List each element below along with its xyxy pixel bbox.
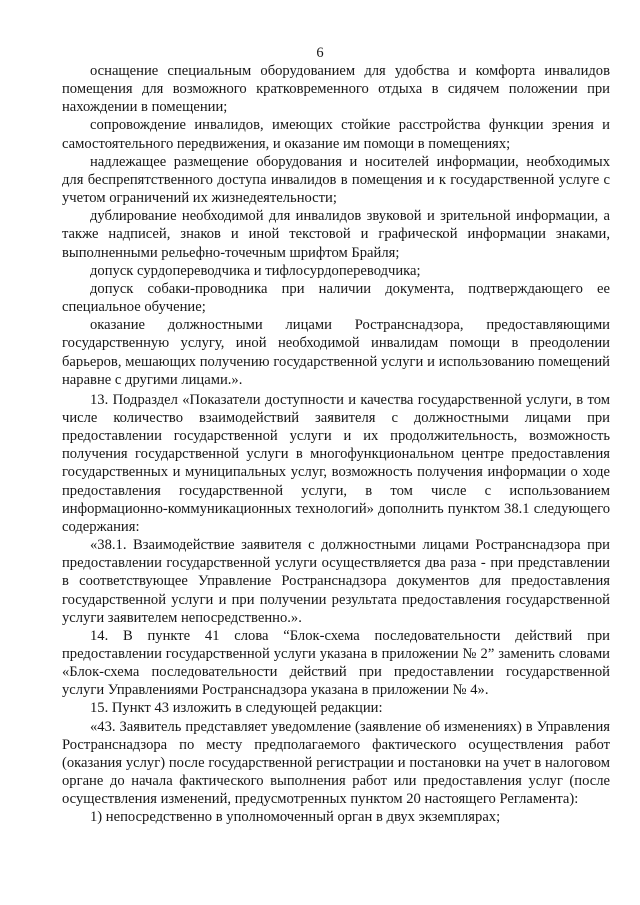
paragraph-guide-dog: допуск собаки-проводника при наличии документа, подтверждающего ее специальное обучение; — [62, 280, 610, 316]
paragraph-assistance: оказание должностными лицами Ространснадзора, предоставляющими государственную услугу, иной необходимой инвалидам помощи в преодолении барьеров, мешающих получению государственной услуги и использованию помещений наравне с другими лицами.». — [62, 317, 610, 388]
paragraph-item-13: 13. Подраздел «Показатели доступности и качества государственной услуги, в том числе количество взаимодействий заявителя с должностными лицами при предоставлении государственной услуги и их продолжительность, возможность получения государственной услуги в многофункциональном центре предоставления государственных и муниципальных услуг, возможность получения информации о ходе предоставления государственной услуги, в том числе с использованием информационно-коммуникационных технологий» дополнить пунктом 38.1 следующего содержания: — [62, 391, 610, 535]
document-body — [62, 62, 610, 827]
paragraph-item-15: 15. Пункт 43 изложить в следующей редакции: — [90, 700, 383, 717]
paragraph-item-14: 14. В пункте 41 слова “Блок-схема последовательности действий при предоставлении государственной услуги указана в приложении № 2” заменить словами «Блок-схема последовательности действий при предоставлении государственной услуги Управлениями Ространснадзора указана в приложении № 4». — [62, 627, 610, 699]
paragraph-sign-interpreter: допуск сурдопереводчика и тифлосурдопереводчика; — [90, 262, 421, 279]
paragraph-escort-disabled: сопровождение инвалидов, имеющих стойкие расстройства функции зрения и самостоятельного передвижения, и оказание им помощи в помещениях; — [62, 117, 610, 152]
paragraph-item-43: «43. Заявитель представляет уведомление (заявление об изменениях) в Управления Ространснадзора по месту предполагаемого фактического осуществления работ (оказания услуг) после государственной регистрации и постановки на учет в налоговом органе до начала фактического выполнения работ или предоставления услуг (после осуществления изменений, предусмотренных пунктом 20 настоящего Регламента): — [62, 718, 610, 808]
paragraph-item-38-1: «38.1. Взаимодействие заявителя с должностными лицами Ространснадзора при предоставлении государственной услуги осуществляется два раза - при представлении в соответствующее Управление Ространснадзора документов для предоставления государственной услуги и при получении результата предоставления государственной услуги заявителем непосредственно.». — [62, 537, 610, 626]
paragraph-equipment-rest: оснащение специальным оборудованием для удобства и комфорта инвалидов помещения для возможного кратковременного отдыха в сидячем положении при нахождении в помещении; — [62, 63, 610, 116]
paragraph-item-43-subitem-1: 1) непосредственно в уполномоченный орган в двух экземплярах; — [90, 809, 501, 826]
paragraph-braille-duplication: дублирование необходимой для инвалидов звуковой и зрительной информации, а также надписей, знаков и иной текстовой и графической информации знаками, выполненными рельефно-точечным шрифтом Брайля; — [62, 208, 610, 261]
page-number: 6 — [316, 45, 324, 61]
paragraph-placement-equipment: надлежащее размещение оборудования и носителей информации, необходимых для беспрепятственного доступа инвалидов в помещения и к государственной услуге с учетом ограничений их жизнедеятельности; — [62, 153, 610, 207]
